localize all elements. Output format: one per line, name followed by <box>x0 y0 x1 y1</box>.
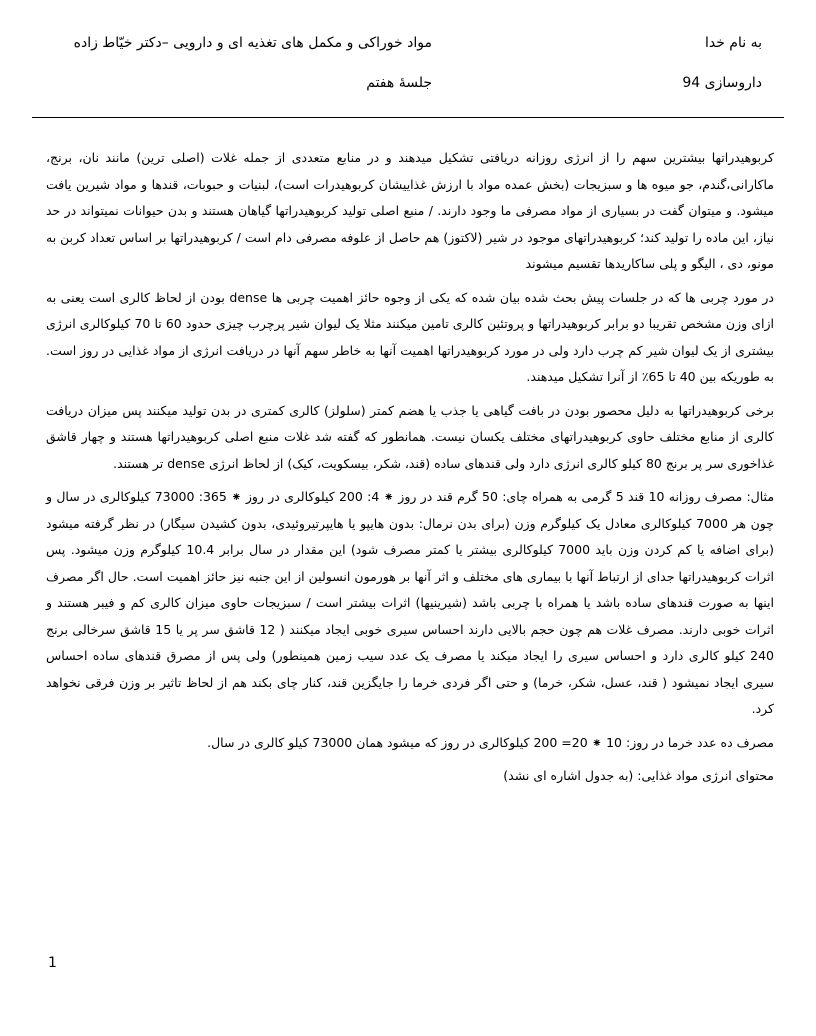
page-number: 1 <box>48 955 57 971</box>
document-body <box>46 145 774 797</box>
paragraph-carbohydrate-sources: کربوهیدراتها بیشترین سهم را از انرژی روزانه دریافتی تشکیل میدهند و در منابع متعددی از جمله غلات (اصلی ترین) مانند نان، برنج، ماکارانی،گندم، جو میوه ها و سبزیجات (بخش عمده مواد با ارزش غذاییشان کربوهیدرات است)، لبنیات و حبوبات، قندها و مواد شیرین یافت میشود. و میتوان گفت در بسیاری از مواد مصرفی ما وجود دارند. / منبع اصلی تولید کربوهیدراتها گیاهان هستند و بدن حیوانات نمیتواند در حد نیاز، این ماده را تولید کند؛ کربوهیدراتهای موجود در شیر (لاکتوز) هم حاصل از علوفه مصرفی دام است / کربوهیدراتها بر اساس تعداد کربن به مونو، دی ، الیگو و پلی ساکاریدها تقسیم میشوند <box>46 150 774 271</box>
paragraph-fat-density: در مورد چربی ها که در جلسات پیش بحث شده بیان شده که یکی از وجوه حائز اهمیت چربی ها dense بودن از لحاظ کالری است یعنی به ازای وزن مشخص تقریبا دو برابر کربوهیدراتها و پروتئین کالری تامین میکنند مثلا یک لیوان شیر پرچرب چیزی حدود 60 تا 70 کیلوکالری انرژی بیشتری از یک لیوان شیر کم چرب دارد ولی در مورد کربوهیدراتها اهمیت آنها به خاطر سهم آنها در دریافت انرژی از مواد غذایی در روز است. به طوریکه بین 40 تا 65٪ از آنرا تشکیل میدهند. <box>46 289 775 384</box>
header-program: داروسازی 94 <box>682 75 762 91</box>
header-course-title: مواد خوراکی و مکمل های تغذیه ای و دارویی –دکتر خیّاط زاده <box>73 35 432 51</box>
page-header <box>0 0 816 120</box>
header-divider <box>32 117 784 118</box>
paragraph-sugar-example: مثال: مصرف روزانه 10 قند 5 گرمی به همراه چای: 50 گرم قند در روز ⁕ 4: 200 کیلوکالری در روز ⁕ 365: 73000 کیلوکالری در سال و چون هر 7000 کیلوکالری معادل یک کیلوگرم وزن (برای بدن نرمال: بدون هایپو یا هایپرتیروئیدی، بدون کشیدن سیگار) در نظر گرفته میشود (برای اضافه یا کم کردن وزن باید 7000 کیلوکالری بیشتر یا کمتر مصرف شود) این مقدار در سال برابر 10.4 کیلوگرم وزن میشود. پس اثرات کربوهیدراتها جدای از ارتباط آنها با بیماری های مختلف و اثر آنها بر هورمون انسولین از این جنبه نیز حائز اهمیت است. حال اگر مصرف اینها به صورت قندهای ساده باشد یا همراه با چربی باشد (شیرینیها) اثرات بیشتر است / سبزیجات حاوی میزان کالری کم و فیبر هستند و اثرات خوبی دارند. مصرف غلات هم چون حجم بالایی دارند احساس سیری خوبی ایجاد میکنند ( 12 قاشق سر پر یا 15 قاشق سرخالی برنج 240 کیلو کالری دارد و احساس سیری را ایجاد میکند یا مصرف یک عدد سیب زمین همینطور) ولی پس از مصرق قندهای ساده احساس سیری ایجاد نمیشود ( قند، عسل، شکر، خرما) و حتی اگر فردی خرما را جایگزین قند، کنار چای بکند هم از لحاظ تاثیر بر وزن فرقی نخواهد کرد. <box>46 489 775 716</box>
paragraph-calorie-absorption: برخی کربوهیدراتها به دلیل محصور بودن در بافت گیاهی یا جذب یا هضم کمتر (سلولز) کالری کمتری در بدن تولید میکنند پس میزان دریافت کالری از منابع مختلف حاوی کربوهیدراتهای مختلف یکسان نیست. همانطور که گفته شد غلات منبع اصلی کربوهیدراتها هستند و چهار قاشق غذاخوری سر پر برنج 80 کیلو کالری انرژی دارد ولی قندهای ساده (قند، شکر، بیسکویت، کیک) از لحاظ انرژی dense تر هستند. <box>46 402 774 471</box>
paragraph-dates-example: مصرف ده عدد خرما در روز: 10 ⁕ 20= 200 کیلوکالری در روز که میشود همان 73000 کیلو کالری در سال. <box>207 734 774 750</box>
paragraph-energy-content: محتوای انرژی مواد غذایی: (به جدول اشاره ای نشد) <box>503 768 774 783</box>
header-basmala: به نام خدا <box>704 35 762 51</box>
header-session: جلسهٔ هفتم <box>366 75 432 91</box>
